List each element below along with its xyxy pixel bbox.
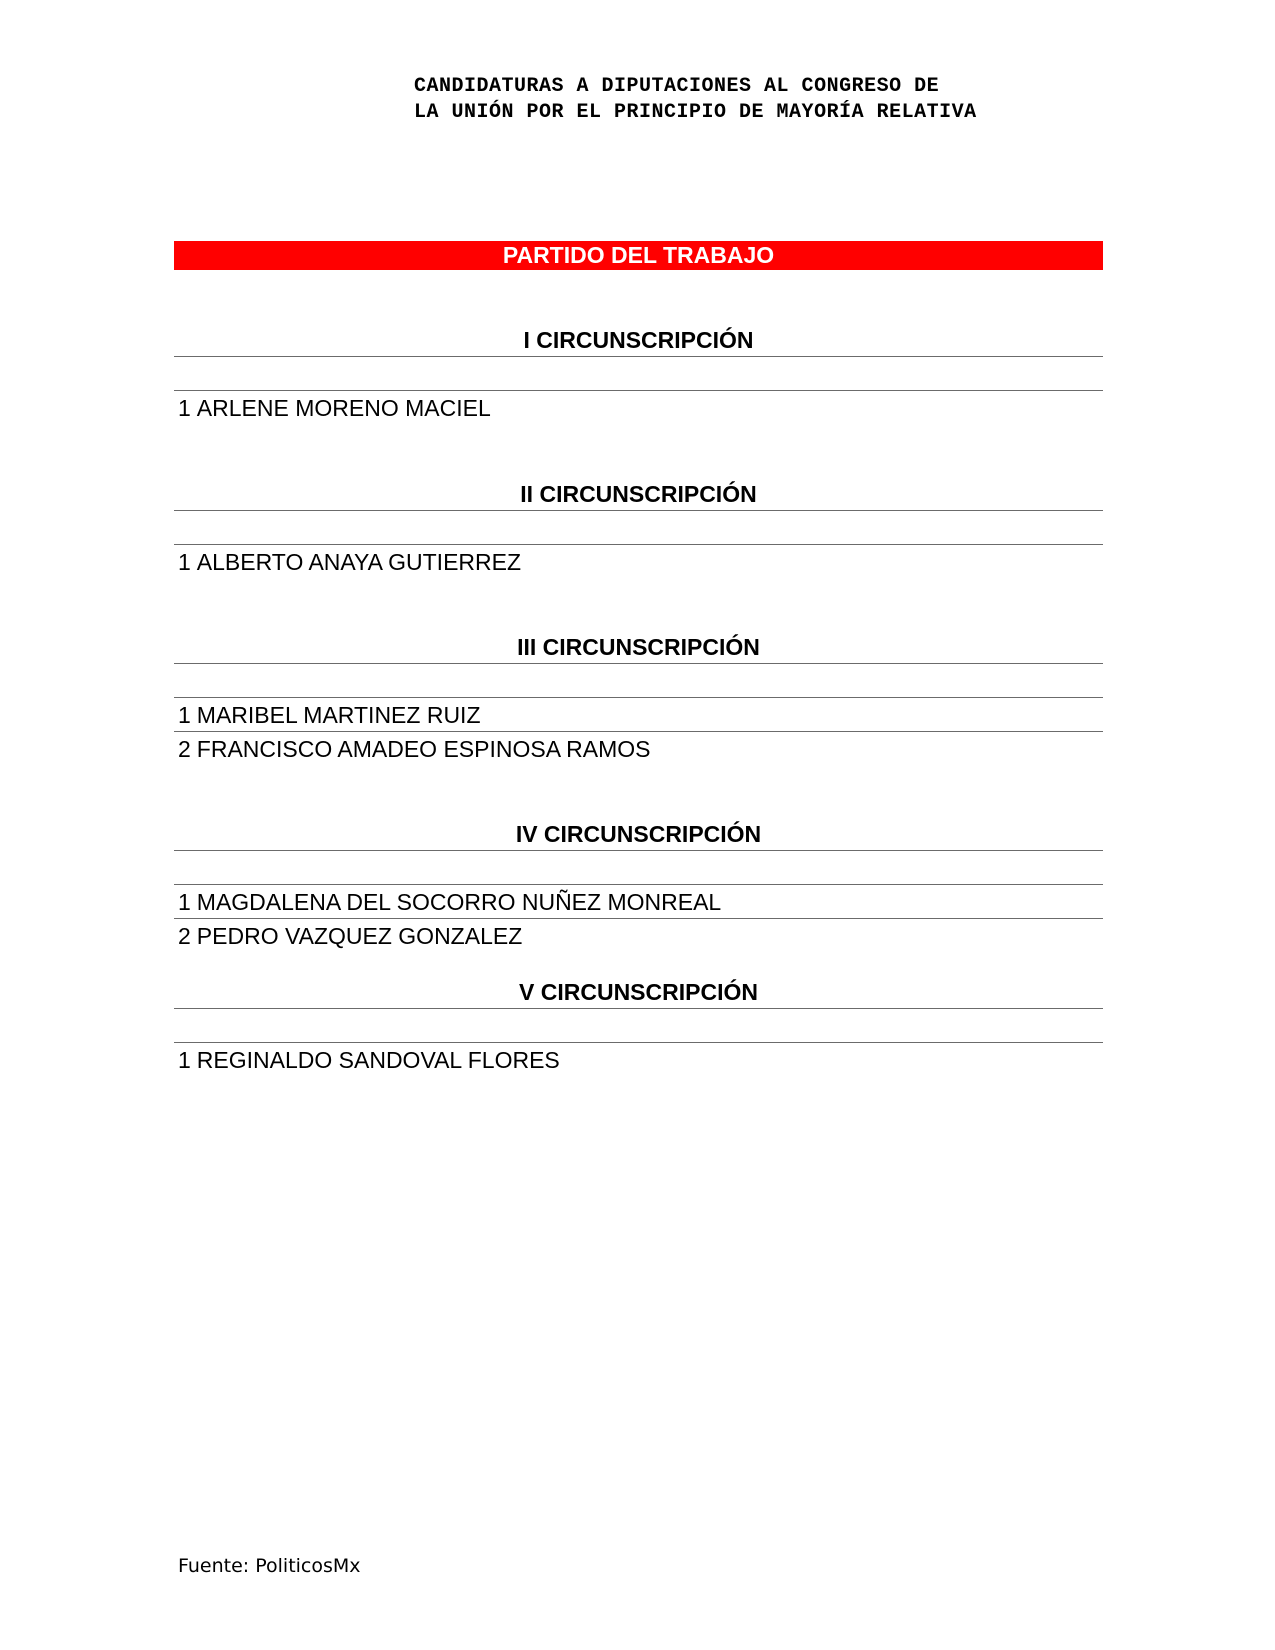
- party-banner: [174, 241, 1103, 270]
- candidate-row: [174, 732, 1103, 766]
- section-heading: III CIRCUNSCRIPCIÓN: [174, 632, 1103, 664]
- candidate-name: ALBERTO ANAYA GUTIERREZ: [196, 549, 522, 575]
- party-name: PARTIDO DEL TRABAJO: [502, 242, 775, 268]
- section-circunscripcion-3: [174, 632, 1103, 766]
- candidate-row: [174, 391, 1103, 425]
- section-divider: [174, 664, 1103, 698]
- section-divider: [174, 511, 1103, 545]
- section-heading: V CIRCUNSCRIPCIÓN: [174, 977, 1103, 1009]
- candidate-number: 2: [178, 736, 191, 762]
- candidate-number: 1: [178, 1047, 191, 1073]
- candidate-row: [174, 885, 1103, 919]
- document-title-line-2: LA UNIÓN POR EL PRINCIPIO DE MAYORÍA RELATIVA: [414, 101, 977, 124]
- candidate-name: FRANCISCO AMADEO ESPINOSA RAMOS: [196, 736, 651, 762]
- candidate-name: ARLENE MORENO MACIEL: [196, 395, 491, 421]
- candidate-number: 2: [178, 923, 191, 949]
- candidate-name: MAGDALENA DEL SOCORRO NUÑEZ MONREAL: [196, 889, 722, 915]
- candidate-row: [174, 1043, 1103, 1077]
- section-circunscripcion-2: [174, 479, 1103, 579]
- section-heading: II CIRCUNSCRIPCIÓN: [174, 479, 1103, 511]
- candidate-number: 1: [178, 889, 191, 915]
- section-heading: I CIRCUNSCRIPCIÓN: [174, 325, 1103, 357]
- section-divider: [174, 1009, 1103, 1043]
- candidate-name: MARIBEL MARTINEZ RUIZ: [196, 702, 481, 728]
- section-divider: [174, 357, 1103, 391]
- source-note: Fuente: PoliticosMx: [178, 1555, 361, 1577]
- section-divider: [174, 851, 1103, 885]
- candidate-name: PEDRO VAZQUEZ GONZALEZ: [196, 923, 523, 949]
- section-circunscripcion-4: [174, 819, 1103, 953]
- candidate-name: REGINALDO SANDOVAL FLORES: [196, 1047, 560, 1073]
- candidate-row: [174, 545, 1103, 579]
- candidate-number: 1: [178, 549, 191, 575]
- candidate-number: 1: [178, 702, 191, 728]
- candidate-row: [174, 698, 1103, 732]
- section-circunscripcion-5: [174, 977, 1103, 1077]
- candidate-number: 1: [178, 395, 191, 421]
- document-title: [414, 74, 977, 126]
- candidate-row: [174, 919, 1103, 953]
- section-heading: IV CIRCUNSCRIPCIÓN: [174, 819, 1103, 851]
- document-title-line-1: CANDIDATURAS A DIPUTACIONES AL CONGRESO DE: [414, 75, 940, 98]
- section-circunscripcion-1: [174, 325, 1103, 425]
